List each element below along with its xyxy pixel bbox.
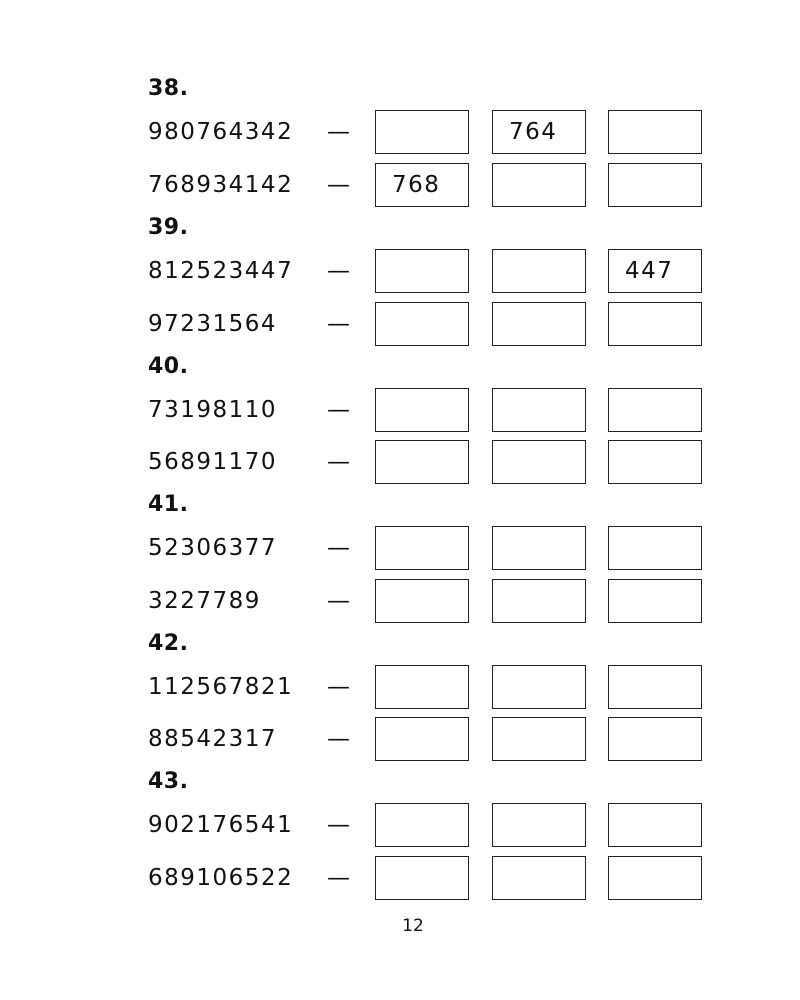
answer-box-1[interactable] xyxy=(375,302,469,346)
exercise-row xyxy=(0,665,800,709)
exercise-row xyxy=(0,302,800,346)
number-value: 97231564 xyxy=(148,311,278,337)
dash-separator: — xyxy=(327,311,350,337)
dash-separator: — xyxy=(327,397,350,423)
number-value: 980764342 xyxy=(148,119,294,145)
answer-box-1[interactable] xyxy=(375,717,469,761)
exercise-row xyxy=(0,803,800,847)
answer-box-3[interactable] xyxy=(608,717,702,761)
answer-box-1[interactable] xyxy=(375,579,469,623)
answer-box-1[interactable] xyxy=(375,856,469,900)
answer-box-3[interactable] xyxy=(608,163,702,207)
dash-separator: — xyxy=(327,172,350,198)
answer-box-3[interactable] xyxy=(608,526,702,570)
answer-box-1[interactable] xyxy=(375,665,469,709)
answer-box-3[interactable]: 447 xyxy=(608,249,702,293)
answer-box-3[interactable] xyxy=(608,803,702,847)
dash-separator: — xyxy=(327,119,350,145)
answer-box-1[interactable] xyxy=(375,526,469,570)
answer-box-2[interactable] xyxy=(492,388,586,432)
number-value: 112567821 xyxy=(148,674,294,700)
exercise-number-41: 41. xyxy=(148,492,189,517)
dash-separator: — xyxy=(327,865,350,891)
answer-box-2[interactable] xyxy=(492,717,586,761)
answer-box-2[interactable]: 764 xyxy=(492,110,586,154)
answer-box-2[interactable] xyxy=(492,440,586,484)
exercise-number-38: 38. xyxy=(148,76,189,101)
number-value: 88542317 xyxy=(148,726,278,752)
answer-box-2[interactable] xyxy=(492,579,586,623)
answer-box-3[interactable] xyxy=(608,856,702,900)
answer-box-1[interactable]: 768 xyxy=(375,163,469,207)
answer-box-1[interactable] xyxy=(375,388,469,432)
answer-box-2[interactable] xyxy=(492,526,586,570)
number-value: 689106522 xyxy=(148,865,294,891)
answer-box-1[interactable] xyxy=(375,803,469,847)
answer-box-1[interactable] xyxy=(375,110,469,154)
dash-separator: — xyxy=(327,674,350,700)
exercise-number-42: 42. xyxy=(148,631,189,656)
answer-box-2[interactable] xyxy=(492,665,586,709)
number-value: 73198110 xyxy=(148,397,278,423)
dash-separator: — xyxy=(327,535,350,561)
exercise-number-40: 40. xyxy=(148,354,189,379)
exercise-row xyxy=(0,388,800,432)
exercise-number-39: 39. xyxy=(148,215,189,240)
exercise-row xyxy=(0,110,800,154)
exercise-row xyxy=(0,717,800,761)
answer-box-3[interactable] xyxy=(608,440,702,484)
answer-box-2[interactable] xyxy=(492,302,586,346)
answer-box-2[interactable] xyxy=(492,856,586,900)
exercise-row xyxy=(0,440,800,484)
answer-box-1[interactable] xyxy=(375,249,469,293)
number-value: 902176541 xyxy=(148,812,294,838)
dash-separator: — xyxy=(327,449,350,475)
answer-box-2[interactable] xyxy=(492,163,586,207)
exercise-row xyxy=(0,163,800,207)
number-value: 56891170 xyxy=(148,449,278,475)
number-value: 52306377 xyxy=(148,535,278,561)
answer-box-3[interactable] xyxy=(608,665,702,709)
answer-box-3[interactable] xyxy=(608,388,702,432)
dash-separator: — xyxy=(327,812,350,838)
number-value: 3227789 xyxy=(148,588,261,614)
answer-box-3[interactable] xyxy=(608,110,702,154)
page-number: 12 xyxy=(402,916,424,936)
answer-box-1[interactable] xyxy=(375,440,469,484)
exercise-row xyxy=(0,856,800,900)
dash-separator: — xyxy=(327,726,350,752)
answer-box-2[interactable] xyxy=(492,803,586,847)
exercise-number-43: 43. xyxy=(148,769,189,794)
number-value: 768934142 xyxy=(148,172,294,198)
answer-box-3[interactable] xyxy=(608,302,702,346)
exercise-row xyxy=(0,579,800,623)
number-value: 812523447 xyxy=(148,258,294,284)
exercise-row xyxy=(0,249,800,293)
dash-separator: — xyxy=(327,258,350,284)
dash-separator: — xyxy=(327,588,350,614)
answer-box-2[interactable] xyxy=(492,249,586,293)
answer-box-3[interactable] xyxy=(608,579,702,623)
exercise-row xyxy=(0,526,800,570)
